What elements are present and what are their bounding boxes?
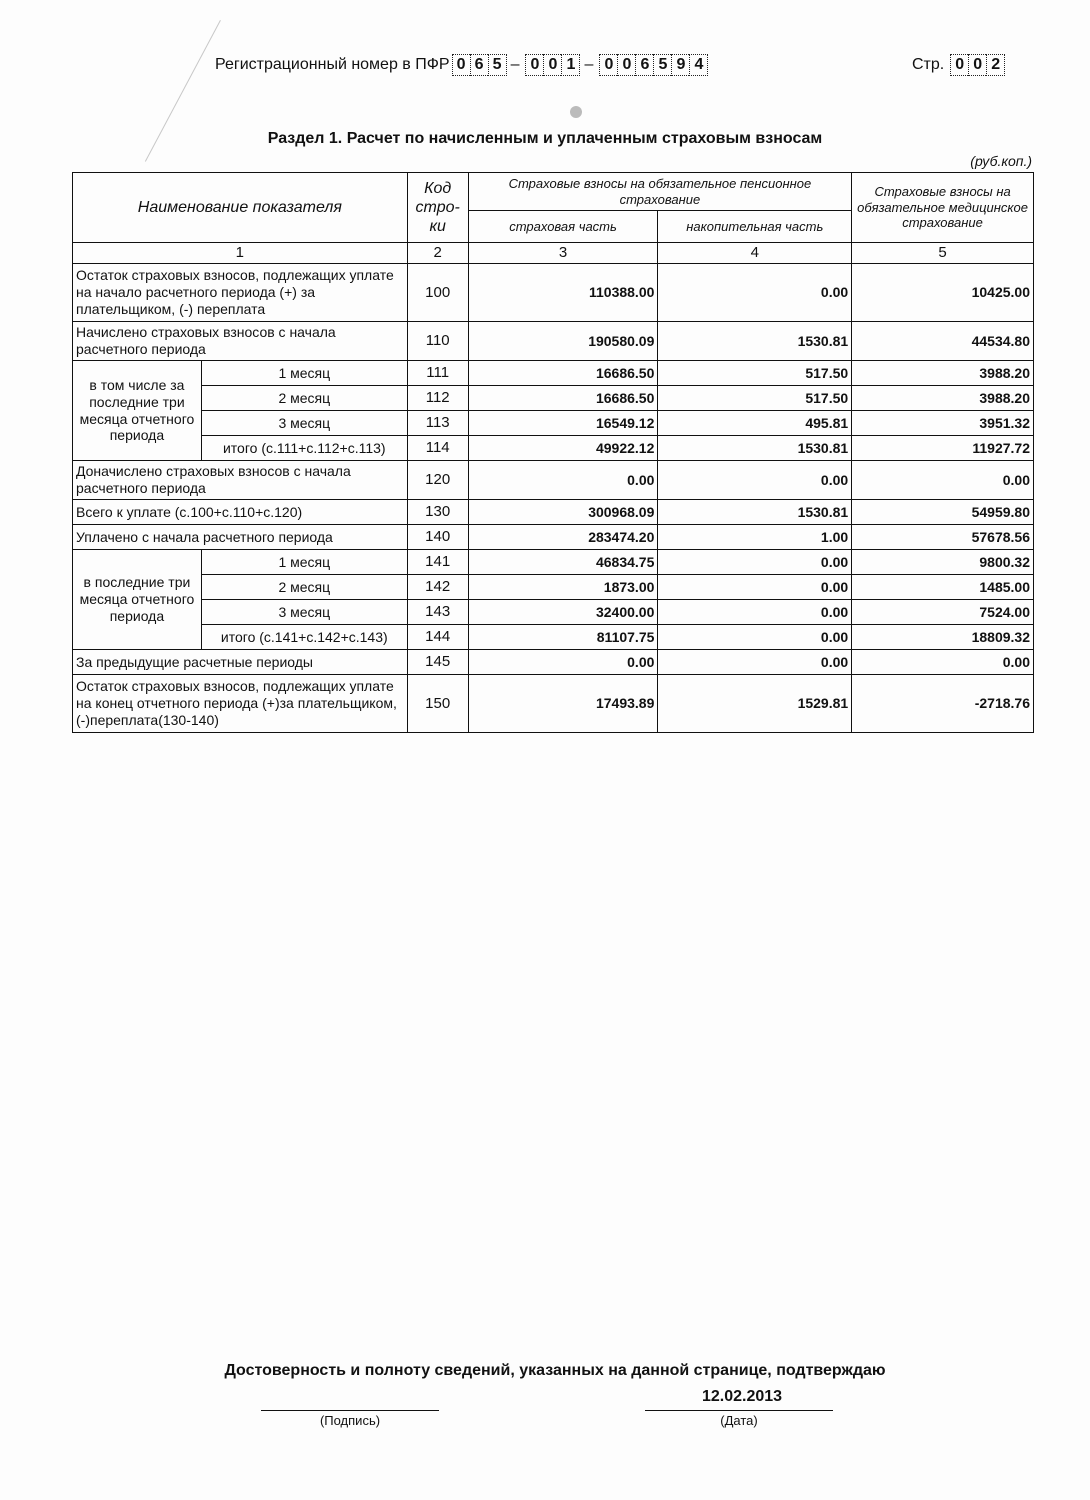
row-code: 150 <box>407 675 468 733</box>
header-name: Наименование показателя <box>73 173 408 243</box>
value-medical: 3988.20 <box>852 386 1034 411</box>
row-label: За предыдущие расчетные периоды <box>73 650 408 675</box>
value-insurance: 17493.89 <box>468 675 658 733</box>
header-medical: Страховые взносы на обязательное медицинское страхование <box>852 173 1034 243</box>
value-medical: 9800.32 <box>852 550 1034 575</box>
table-row <box>73 264 1034 322</box>
row-code: 111 <box>407 361 468 386</box>
page-label: Стр. <box>912 56 945 73</box>
value-insurance: 81107.75 <box>468 625 658 650</box>
value-medical: 3988.20 <box>852 361 1034 386</box>
value-accumulation: 0.00 <box>658 264 852 322</box>
row-code: 142 <box>407 575 468 600</box>
reg-digit: 9 <box>671 54 689 76</box>
column-number: 1 <box>73 243 408 264</box>
value-insurance: 190580.09 <box>468 322 658 361</box>
value-insurance: 1873.00 <box>468 575 658 600</box>
value-medical: 3951.32 <box>852 411 1034 436</box>
row-label: 2 месяц <box>201 575 407 600</box>
value-insurance: 32400.00 <box>468 600 658 625</box>
table-row <box>73 550 1034 575</box>
value-accumulation: 0.00 <box>658 575 852 600</box>
column-number: 2 <box>407 243 468 264</box>
row-label: 3 месяц <box>201 411 407 436</box>
reg-group-3 <box>599 54 708 76</box>
group-label-paid: в последние три месяца отчетного периода <box>73 550 202 650</box>
row-code: 145 <box>407 650 468 675</box>
row-code: 130 <box>407 500 468 525</box>
reg-digit: 4 <box>689 54 708 76</box>
value-insurance: 16549.12 <box>468 411 658 436</box>
value-medical: 0.00 <box>852 650 1034 675</box>
registration-number <box>215 54 708 76</box>
row-label: Уплачено с начала расчетного периода <box>73 525 408 550</box>
value-insurance: 0.00 <box>468 650 658 675</box>
reg-digit: 1 <box>561 54 580 76</box>
value-medical: 1485.00 <box>852 575 1034 600</box>
table-row <box>73 361 1034 386</box>
table-row <box>73 575 1034 600</box>
column-number: 4 <box>658 243 852 264</box>
page-digit: 0 <box>968 54 986 76</box>
row-code: 140 <box>407 525 468 550</box>
value-insurance: 283474.20 <box>468 525 658 550</box>
value-accumulation: 1530.81 <box>658 436 852 461</box>
contributions-table <box>72 172 1034 733</box>
signature-caption: (Подпись) <box>319 1413 381 1428</box>
table-row <box>73 322 1034 361</box>
row-label: Доначислено страховых взносов с начала расчетного периода <box>73 461 408 500</box>
row-label: Остаток страховых взносов, подлежащих уплате на начало расчетного периода (+) за плательщиком, (-) переплата <box>73 264 408 322</box>
value-accumulation: 1530.81 <box>658 322 852 361</box>
reg-dash: – <box>510 56 520 73</box>
row-label: Остаток страховых взносов, подлежащих уплате на конец отчетного периода (+)за плательщиком,(-)переплата(130-140) <box>73 675 408 733</box>
value-accumulation: 0.00 <box>658 461 852 500</box>
row-code: 114 <box>407 436 468 461</box>
value-medical: 0.00 <box>852 461 1034 500</box>
reg-digit: 5 <box>653 54 671 76</box>
column-number: 3 <box>468 243 658 264</box>
row-label: 2 месяц <box>201 386 407 411</box>
reg-digit: 0 <box>452 54 470 76</box>
value-accumulation: 495.81 <box>658 411 852 436</box>
value-medical: 10425.00 <box>852 264 1034 322</box>
value-accumulation: 1.00 <box>658 525 852 550</box>
table-row <box>73 500 1034 525</box>
table-row <box>73 600 1034 625</box>
reg-digit: 0 <box>543 54 561 76</box>
value-medical: -2718.76 <box>852 675 1034 733</box>
page-number <box>912 54 1005 76</box>
header-accumulation-part: накопительная часть <box>658 211 852 243</box>
value-accumulation: 0.00 <box>658 625 852 650</box>
reg-dash: – <box>584 56 594 73</box>
row-label: итого (с.111+с.112+с.113) <box>201 436 407 461</box>
date-line <box>645 1410 833 1411</box>
header-insurance-part: страховая часть <box>468 211 658 243</box>
row-label: Всего к уплате (с.100+с.110+с.120) <box>73 500 408 525</box>
value-insurance: 16686.50 <box>468 361 658 386</box>
date-value: 12.02.2013 <box>701 1388 783 1405</box>
row-code: 113 <box>407 411 468 436</box>
punch-hole <box>570 106 582 118</box>
reg-group-1 <box>452 54 507 76</box>
signature-line <box>261 1410 439 1411</box>
confirmation-text: Достоверность и полноту сведений, указанных на данной странице, подтверждаю <box>224 1362 886 1379</box>
row-code: 110 <box>407 322 468 361</box>
reg-digit: 0 <box>599 54 617 76</box>
value-accumulation: 1529.81 <box>658 675 852 733</box>
table-header-row <box>73 173 1034 211</box>
column-number: 5 <box>852 243 1034 264</box>
row-label: Начислено страховых взносов с начала расчетного периода <box>73 322 408 361</box>
row-label: итого (с.141+с.142+с.143) <box>201 625 407 650</box>
reg-digit: 0 <box>525 54 543 76</box>
reg-digit: 0 <box>617 54 635 76</box>
registration-label: Регистрационный номер в ПФР <box>215 56 450 73</box>
value-insurance: 110388.00 <box>468 264 658 322</box>
value-accumulation: 0.00 <box>658 550 852 575</box>
row-code: 100 <box>407 264 468 322</box>
header-code: Код стро- ки <box>407 173 468 243</box>
table-row <box>73 386 1034 411</box>
value-medical: 44534.80 <box>852 322 1034 361</box>
row-code: 144 <box>407 625 468 650</box>
value-accumulation: 1530.81 <box>658 500 852 525</box>
page-digits <box>950 54 1005 76</box>
date-caption: (Дата) <box>720 1413 758 1428</box>
row-code: 120 <box>407 461 468 500</box>
value-insurance: 0.00 <box>468 461 658 500</box>
reg-digit: 6 <box>635 54 653 76</box>
value-medical: 18809.32 <box>852 625 1034 650</box>
section-title: Раздел 1. Расчет по начисленным и уплаченным страховым взносам <box>267 130 823 147</box>
page-digit: 0 <box>950 54 968 76</box>
currency-unit: (руб.коп.) <box>970 153 1032 169</box>
group-label-accrued: в том числе за последние три месяца отчетного периода <box>73 361 202 461</box>
value-insurance: 49922.12 <box>468 436 658 461</box>
value-medical: 57678.56 <box>852 525 1034 550</box>
table-row <box>73 436 1034 461</box>
table-row <box>73 461 1034 500</box>
reg-group-2 <box>525 54 580 76</box>
row-code: 141 <box>407 550 468 575</box>
page-digit: 2 <box>986 54 1005 76</box>
reg-digit: 5 <box>488 54 507 76</box>
column-number-row <box>73 243 1034 264</box>
value-accumulation: 517.50 <box>658 361 852 386</box>
table-row <box>73 650 1034 675</box>
reg-digit: 6 <box>470 54 488 76</box>
row-code: 112 <box>407 386 468 411</box>
table-row <box>73 525 1034 550</box>
row-code: 143 <box>407 600 468 625</box>
value-accumulation: 517.50 <box>658 386 852 411</box>
value-insurance: 16686.50 <box>468 386 658 411</box>
value-accumulation: 0.00 <box>658 650 852 675</box>
row-label: 1 месяц <box>201 550 407 575</box>
value-insurance: 300968.09 <box>468 500 658 525</box>
header-pension: Страховые взносы на обязательное пенсионное страхование <box>468 173 852 211</box>
row-label: 3 месяц <box>201 600 407 625</box>
table-row <box>73 625 1034 650</box>
table-row <box>73 411 1034 436</box>
value-medical: 54959.80 <box>852 500 1034 525</box>
value-accumulation: 0.00 <box>658 600 852 625</box>
value-medical: 7524.00 <box>852 600 1034 625</box>
value-medical: 11927.72 <box>852 436 1034 461</box>
table-row <box>73 675 1034 733</box>
value-insurance: 46834.75 <box>468 550 658 575</box>
row-label: 1 месяц <box>201 361 407 386</box>
